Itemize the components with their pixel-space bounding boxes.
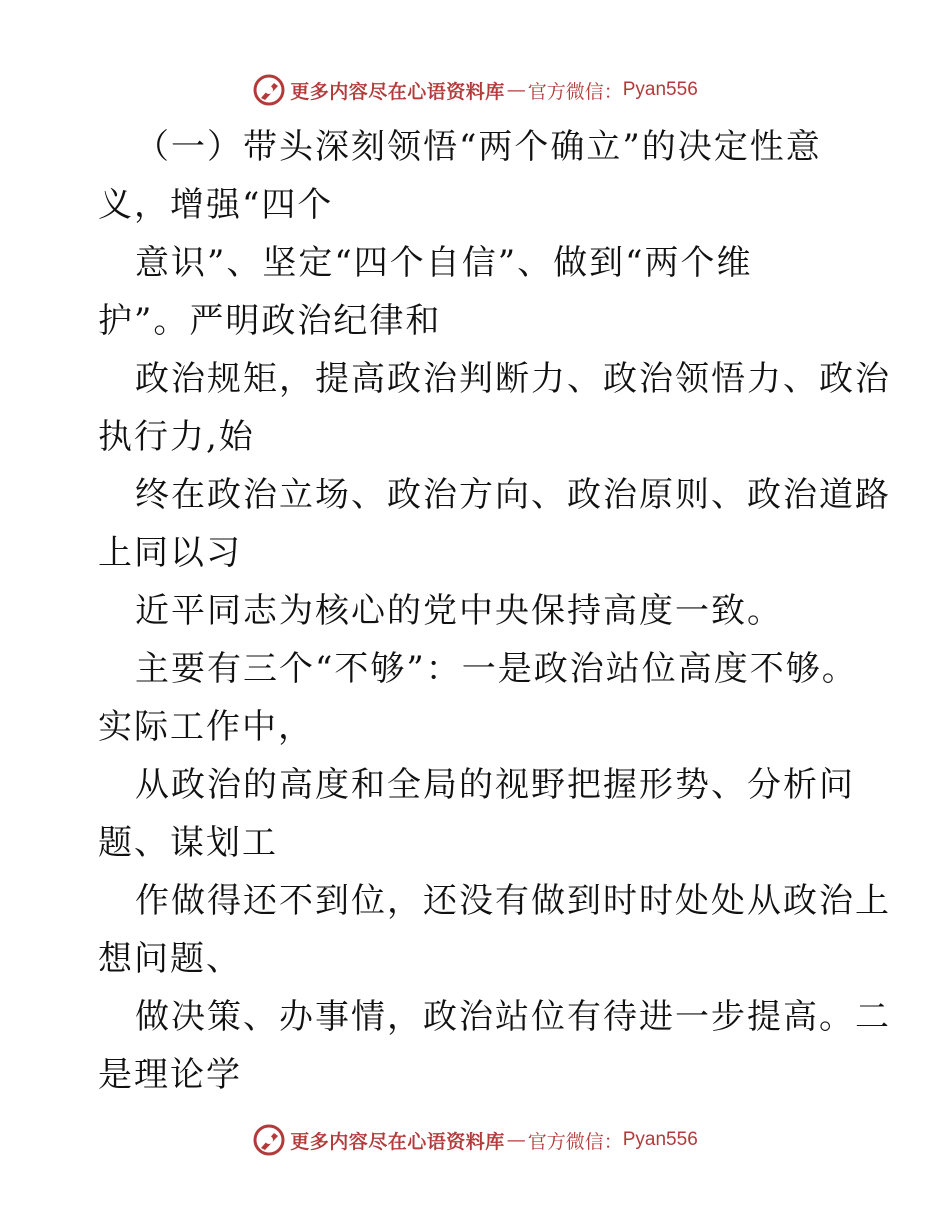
header-watermark xyxy=(0,70,950,110)
text-line: 执行力,始 xyxy=(98,417,255,457)
text-line: 近平同志为核心的党中央保持高度一致。 xyxy=(135,591,783,631)
text-line: 义，增强“四个 xyxy=(98,185,334,225)
text-line: 护”。严明政治纪律和 xyxy=(98,301,442,341)
watermark-official-label: 官方微信： xyxy=(527,80,623,103)
pen-circle-logo-icon xyxy=(252,1123,286,1157)
footer-watermark xyxy=(0,1120,950,1160)
text-line: 做决策、办事情，政治站位有待进一步提高。二 xyxy=(135,997,891,1037)
text-line: 终在政治立场、政治方向、政治原则、政治道路 xyxy=(135,475,891,515)
watermark-separator: — xyxy=(506,1129,526,1151)
text-line: 题、谋划工 xyxy=(98,823,278,863)
watermark-brand: 更多内容尽在心语资料库 xyxy=(290,1130,505,1153)
watermark-content xyxy=(252,1123,698,1157)
text-line: 实际工作中， xyxy=(98,707,314,747)
watermark-content xyxy=(252,73,698,107)
watermark-brand: 更多内容尽在心语资料库 xyxy=(290,80,505,103)
watermark-wechat-id: Pyan556 xyxy=(622,1129,698,1150)
text-line: 上同以习 xyxy=(98,533,242,573)
text-line: （一）带头深刻领悟“两个确立”的决定性意 xyxy=(135,127,822,167)
watermark-official-label: 官方微信： xyxy=(527,1130,623,1153)
text-line: 是理论学 xyxy=(98,1055,242,1095)
text-line: 意识”、坚定“四个自信”、做到“两个维 xyxy=(135,243,753,283)
text-line: 从政治的高度和全局的视野把握形势、分析问 xyxy=(135,765,855,805)
text-line: 政治规矩，提高政治判断力、政治领悟力、政治 xyxy=(135,359,891,399)
document-body xyxy=(0,118,950,1104)
text-line: 想问题、 xyxy=(98,939,242,979)
pen-circle-logo-icon xyxy=(252,73,286,107)
text-line: 作做得还不到位，还没有做到时时处处从政治上 xyxy=(135,881,891,921)
watermark-separator: — xyxy=(506,79,526,101)
watermark-wechat-id: Pyan556 xyxy=(622,79,698,100)
text-line: 主要有三个“不够”：一是政治站位高度不够。 xyxy=(135,649,858,689)
